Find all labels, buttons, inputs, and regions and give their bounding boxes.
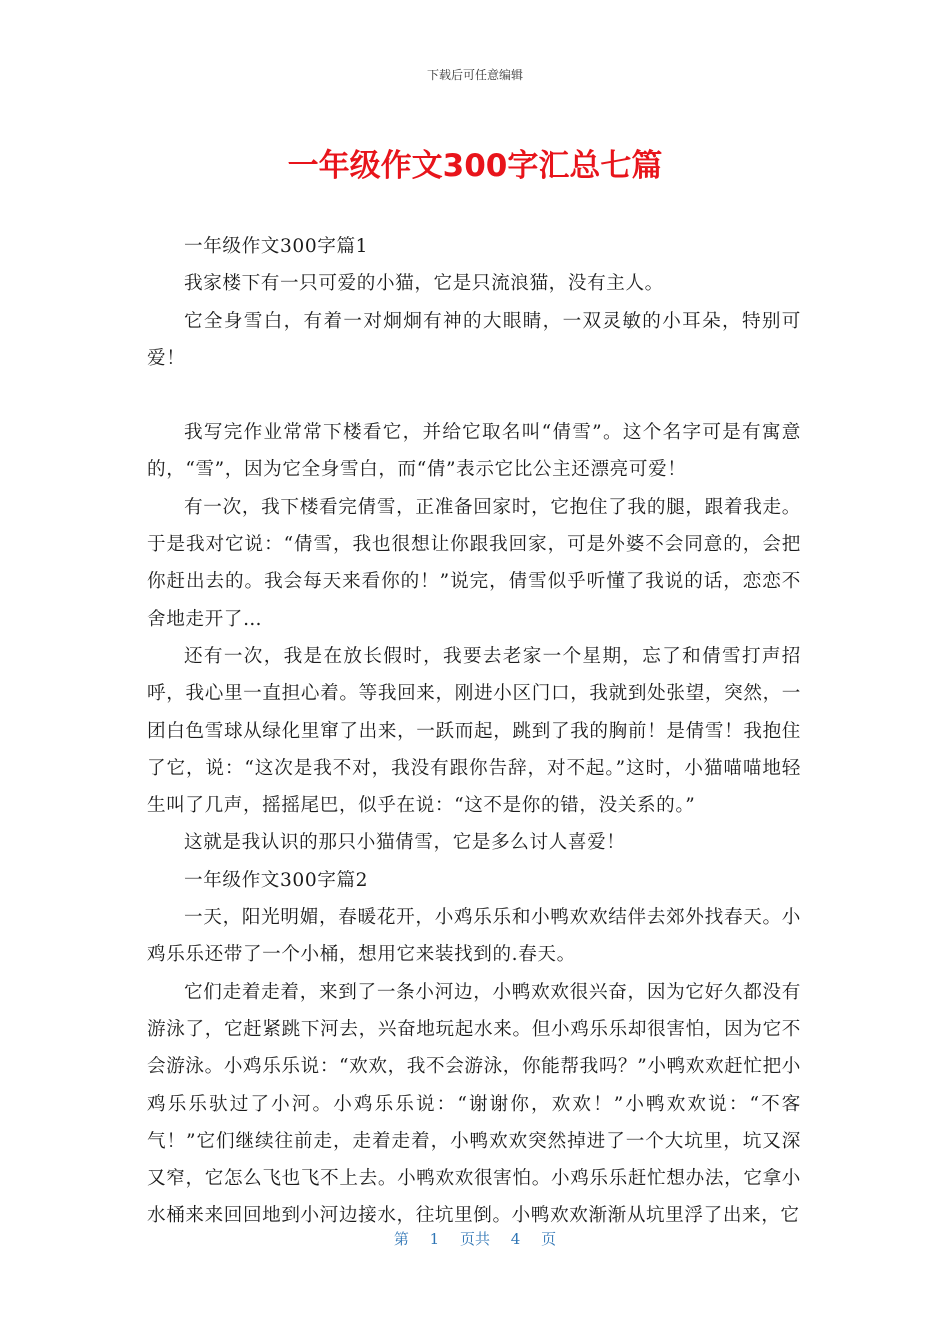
paragraph: 这就是我认识的那只小猫倩雪，它是多么讨人喜爱！ <box>184 832 626 854</box>
paragraph: 还有一次，我是在放长假时，我要去老家一个星期，忘了和倩雪打声招呼，我心里一直担心着。等我回来，刚进小区门口，我就到处张望，突然，一团白色雪球从绿化里窜了出来，一跃而起，跳到了我的胸前！是倩雪！我抱住了它，说：“这次是我不对，我没有跟你告辞，对不起。”这时，小猫喵喵地轻生叫了几声，摇摇尾巴，似乎在说：“这不是你的错，没关系的。” <box>147 645 801 817</box>
paragraph: 我家楼下有一只可爱的小猫，它是只流浪猫，没有主人。 <box>184 273 664 295</box>
page-label-suffix: 页 <box>541 1230 557 1248</box>
header-note: 下载后可任意编辑 <box>426 68 523 82</box>
paragraph: 一天，阳光明媚，春暖花开，小鸡乐乐和小鸭欢欢结伴去郊外找春天。小鸡乐乐还带了一个小桶，想用它来装找到的.春天。 <box>147 907 801 966</box>
section-heading-2: 一年级作文300字篇2 <box>184 869 369 891</box>
section-heading-1: 一年级作文300字篇1 <box>184 236 369 257</box>
paragraph: 我写完作业常常下楼看它，并给它取名叫“倩雪”。这个名字可是有寓意的，“雪”，因为它全身雪白，而“倩”表示它比公主还漂亮可爱！ <box>147 422 801 481</box>
document-body <box>147 228 801 1235</box>
paragraph: 有一次，我下楼看完倩雪，正准备回家时，它抱住了我的腿，跟着我走。于是我对它说：“倩雪，我也很想让你跟我回家，可是外婆不会同意的，会把你赶出去的。我会每天来看你的！”说完，倩雪似乎听懂了我说的话，恋恋不舍地走开了… <box>147 496 801 630</box>
total-pages-number: 4 <box>510 1230 521 1248</box>
document-title: 一年级作文300字汇总七篇 <box>287 148 663 184</box>
paragraph: 它全身雪白，有着一对炯炯有神的大眼睛，一双灵敏的小耳朵，特别可爱！ <box>147 310 801 369</box>
page-footer <box>0 1228 950 1249</box>
paragraph: 它们走着走着，来到了一条小河边，小鸭欢欢很兴奋，因为它好久都没有游泳了，它赶紧跳下河去，兴奋地玩起水来。但小鸡乐乐却很害怕，因为它不会游泳。小鸡乐乐说：“欢欢，我不会游泳，你能帮我吗？”小鸭欢欢赶忙把小鸡乐乐驮过了小河。小鸡乐乐说：“谢谢你，欢欢！”小鸭欢欢说：“不客气！”它们继续往前走，走着走着，小鸭欢欢突然掉进了一个大坑里，坑又深又窄，它怎么飞也飞不上去。小鸭欢欢很害怕。小鸡乐乐赶忙想办法，它拿小水桶来来回回地到小河边接水，往坑里倒。小鸭欢欢渐渐从坑里浮了出来，它 <box>147 981 801 1227</box>
page-label-prefix: 第 <box>393 1230 409 1248</box>
current-page-number: 1 <box>429 1230 440 1248</box>
page-label-mid: 页共 <box>459 1230 490 1248</box>
